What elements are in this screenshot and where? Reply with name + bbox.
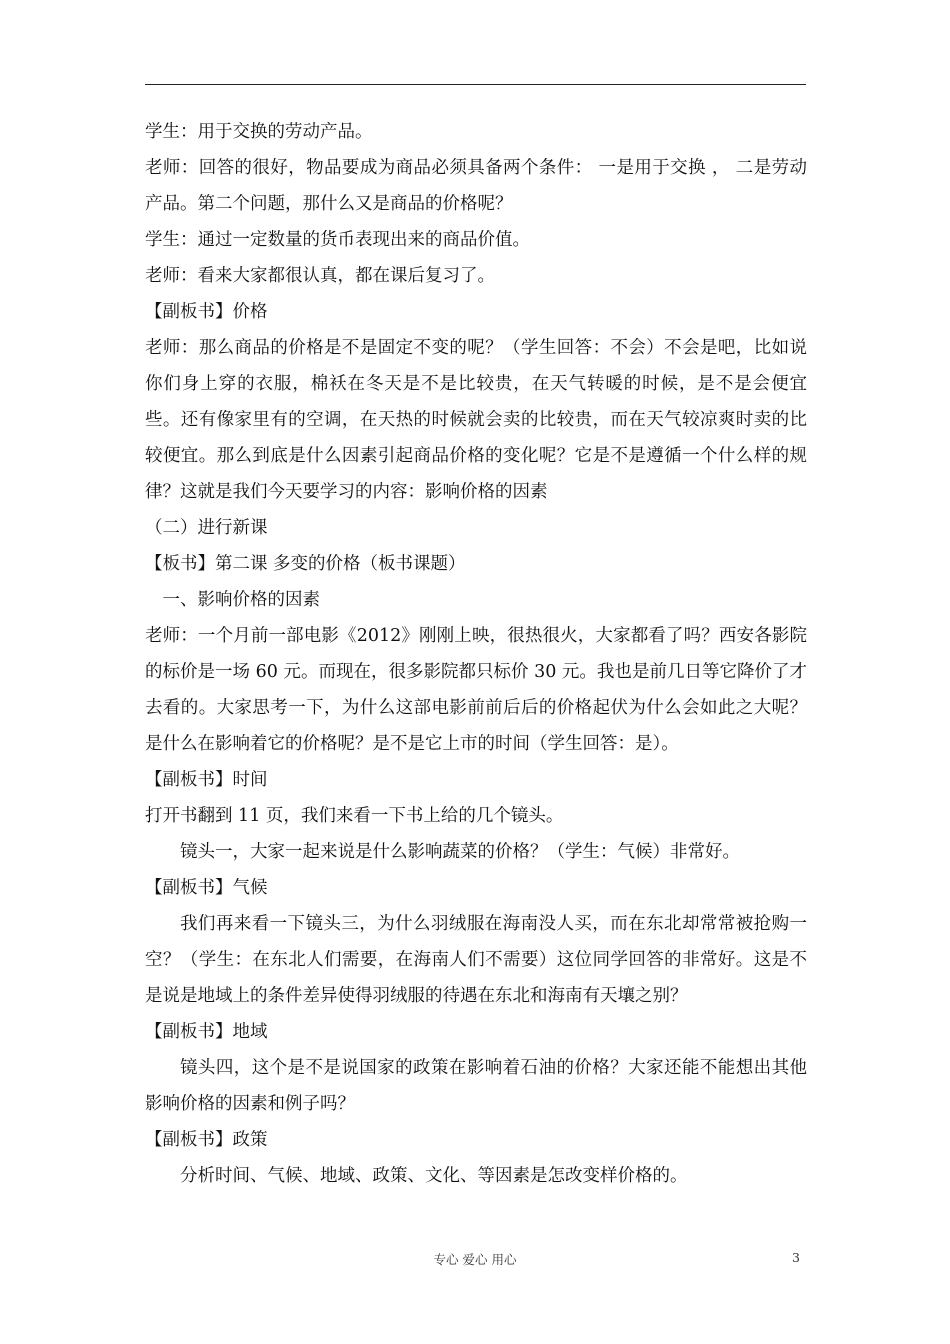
paragraph-13: 镜头一，大家一起来说是什么影响蔬菜的价格？（学生：气候）非常好。 bbox=[180, 842, 740, 862]
document-body bbox=[145, 114, 807, 1194]
paragraph-17: 镜头四，这个是不是说国家的政策在影响着石油的价格？大家还能不能想出其他影响价格的因素和例子吗？ bbox=[145, 1058, 807, 1114]
page-number: 3 bbox=[792, 1250, 800, 1265]
sub-board-region: 【副板书】地域 bbox=[145, 1022, 268, 1042]
header-rule bbox=[145, 84, 806, 85]
paragraph-3: 学生：通过一定数量的货币表现出来的商品价值。 bbox=[145, 230, 530, 250]
footer-motto: 专心 爱心 用心 bbox=[433, 1252, 517, 1267]
paragraph-19: 分析时间、气候、地域、政策、文化、等因素是怎改变样价格的。 bbox=[180, 1166, 688, 1186]
paragraph-1: 学生：用于交换的劳动产品。 bbox=[145, 122, 373, 142]
section-heading-new-lesson: （二）进行新课 bbox=[145, 518, 268, 538]
sub-board-climate: 【副板书】气候 bbox=[145, 878, 268, 898]
paragraph-15: 我们再来看一下镜头三，为什么羽绒服在海南没人买，而在东北却常常被抢购一空？（学生：在东北人们需要，在海南人们不需要）这位同学回答的非常好。这是不是说是地域上的条件差异使得羽绒服的待遇在东北和海南有天壤之别？ bbox=[145, 914, 807, 1006]
paragraph-2: 老师：回答的很好，物品要成为商品必须具备两个条件： 一是用于交换 ， 二是劳动产品。第二个问题，那什么又是商品的价格呢？ bbox=[145, 158, 807, 214]
sub-board-price: 【副板书】价格 bbox=[145, 302, 268, 322]
paragraph-12: 打开书翻到 11 页，我们来看一下书上给的几个镜头。 bbox=[145, 806, 564, 826]
sub-board-policy: 【副板书】政策 bbox=[145, 1130, 268, 1150]
paragraph-6: 老师：那么商品的价格是不是固定不变的呢？（学生回答：不会）不会是吧，比如说你们身上穿的衣服，棉袄在冬天是不是比较贵，在天气转暖的时候，是不是会便宜些。还有像家里有的空调，在天热的时候就会卖的比较贵，而在天气较凉爽时卖的比较便宜。那么到底是什么因素引起商品价格的变化呢？它是不是遵循一个什么样的规律？这就是我们今天要学习的内容：影响价格的因素 bbox=[145, 338, 807, 502]
paragraph-4: 老师：看来大家都很认真，都在课后复习了。 bbox=[145, 266, 495, 286]
board-lesson-title: 【板书】第二课 多变的价格（板书课题） bbox=[145, 554, 466, 574]
paragraph-10: 老师：一个月前一部电影《2012》刚刚上映，很热很火，大家都看了吗？西安各影院的标价是一场 60 元。而现在，很多影院都只标价 30 元。我也是前几日等它降价了才去看的。大家思考一下，为什么这部电影前前后后的价格起伏为什么会如此之大呢？是什么在影响着它的价格呢？是不是它上市的时间（学生回答：是）。 bbox=[145, 626, 807, 754]
section-heading-factors: 一、影响价格的因素 bbox=[162, 590, 320, 610]
sub-board-time: 【副板书】时间 bbox=[145, 770, 268, 790]
